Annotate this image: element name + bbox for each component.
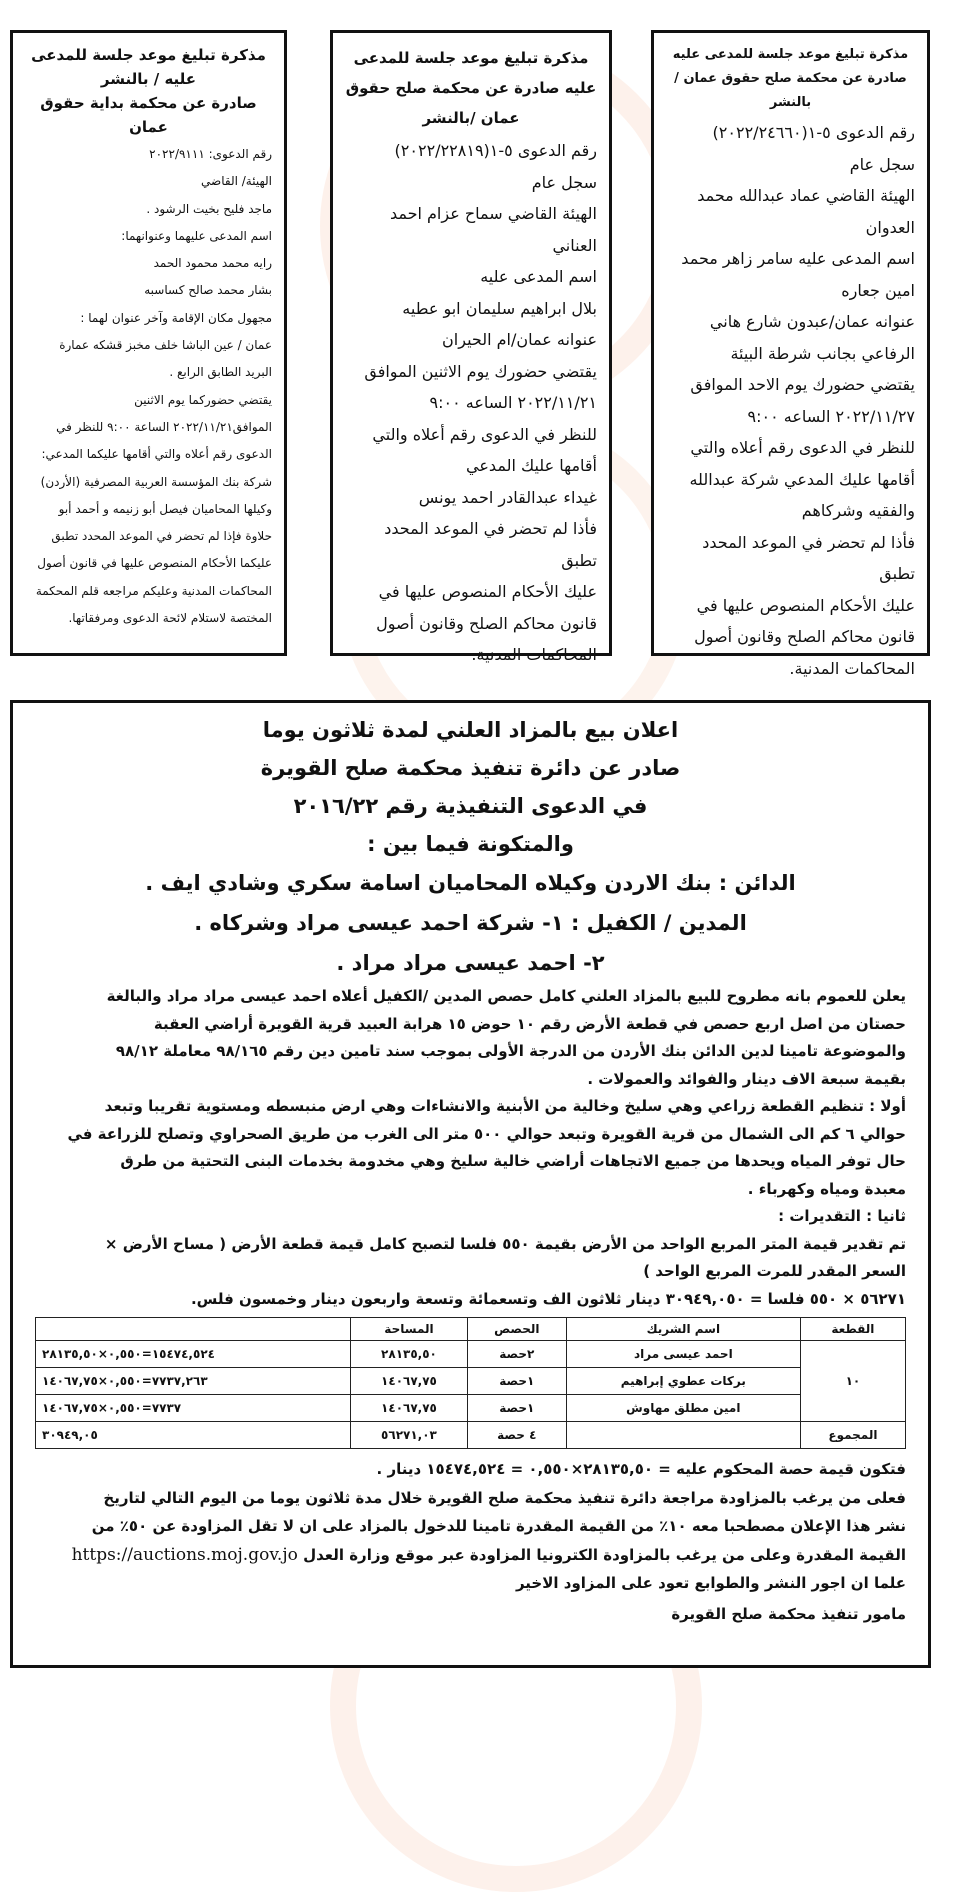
auction-footer-text: القيمة المقدرة وعلى من يرغب بالمزاودة الكترونيا المزاودة عبر موقع وزارة العدل [303, 1545, 906, 1564]
notice-line: فأذا لم تحضر في الموعد المحدد تطبق [384, 519, 597, 570]
notice-line: قانون محاكم الصلح وقانون أصول [694, 627, 915, 646]
notice-line: يقتضي حضورك يوم الاحد الموافق [690, 375, 915, 394]
table-row [36, 1341, 906, 1368]
notice-body [345, 135, 597, 671]
calc-cell: ١٥٤٧٤,٥٢٤=٠,٥٥٠×٢٨١٣٥,٥٠ [36, 1341, 351, 1368]
auction-body-line: ٥٦٢٧١ × ٥٥٠ فلسا = ٣٠٩٤٩,٠٥٠ دينار ثلاثون الف وتسعمائة وتسعة واربعون دينار وخمسون فلس. [190, 1289, 906, 1308]
notice-line: اسم المدعى عليه [480, 267, 597, 286]
notice-line: يقتضي حضورك يوم الاثنين الموافق [364, 361, 597, 381]
notice-line: سجل عام [849, 154, 915, 174]
notice-heading-line: مذكرة تبليغ موعد جلسة للمدعى [31, 46, 266, 64]
notice-heading-line: صادرة عن محكمة بداية حقوق عمان [40, 94, 257, 136]
total-label-cell: المجموع [800, 1422, 905, 1449]
parcel-cell: ١٠ [800, 1341, 905, 1422]
notice-line: المحاكمات المدنية. [789, 658, 915, 678]
shares-table [35, 1317, 906, 1449]
notice-line: الهيئة/ القاضي [201, 174, 272, 189]
notice-heading-line: عليه صادرة عن محكمة صلح حقوق [345, 79, 597, 97]
col-header-shares: الحصص [467, 1318, 566, 1341]
notice-box-right [651, 30, 930, 678]
table-row [36, 1395, 906, 1422]
col-header-area: المساحة [351, 1318, 468, 1341]
notice-line: قانون محاكم الصلح وقانون أصول [376, 613, 597, 633]
auction-url-link[interactable]: https://auctions.moj.gov.jo [71, 1544, 298, 1565]
notice-line: عليك الأحكام المنصوص عليها في [696, 595, 915, 615]
partner-cell: احمد عيسى مراد [566, 1341, 800, 1368]
auction-body-line: تم تقدير قيمة المتر المربع الواحد من الأرض بقيمة ٥٥٠ فلسا لتصبح كامل قيمة قطعة الأرض ( مساح الأرض × [104, 1234, 906, 1253]
notice-line: للنظر في الدعوى رقم أعلاه والتي [372, 424, 597, 444]
auction-body-line: حصتان من اصل اربع حصص في قطعة الأرض رقم ١٠ حوض ١٥ هرابة العبيد قرية القويرة أراضي العقبة [153, 1014, 906, 1033]
total-area-cell: ٥٦٢٧١,٠٣ [351, 1422, 468, 1449]
notice-body [666, 117, 915, 684]
area-cell: ٢٨١٣٥,٥٠ [351, 1341, 468, 1368]
notice-heading [25, 43, 272, 139]
notice-line: ٢٠٢٢/١١/٢٧ الساعه ٩:٠٠ [747, 406, 915, 426]
notice-line: امين جعاره [841, 280, 915, 300]
notice-line: رقم الدعوى: ٢٠٢٢/٩١١١ [149, 147, 272, 161]
auction-body-line: معبدة ومياه وكهرباء . [747, 1179, 906, 1198]
notice-line: سجل عام [531, 172, 597, 192]
auction-footer-line [35, 1541, 906, 1570]
auction-body [35, 983, 906, 1313]
auction-title-line: اعلان بيع بالمزاد العلني لمدة ثلاثون يوما [262, 718, 679, 742]
shares-cell: ١حصة [467, 1368, 566, 1395]
auction-footer-tail: علما ان اجور النشر والطوابع تعود على المزاود الاخير [515, 1574, 906, 1592]
notice-line: شركة بنك المؤسسة العربية المصرفية (الأردن) [40, 474, 272, 489]
notice-line: عنوانه عمان/عبدون شارع هاني [709, 312, 915, 331]
partner-cell: امين مطلق مهاوش [566, 1395, 800, 1422]
auction-title [35, 711, 906, 863]
notice-box-middle [330, 30, 612, 664]
auction-title-line: في الدعوى التنفيذية رقم ٢٠١٦/٢٢ [293, 794, 648, 818]
notice-line: رقم الدعوى ٥-١(٢٠٢٢/٢٢٨١٩) [394, 141, 597, 160]
calc-cell: ٧٧٣٧=٠,٥٥٠×١٤٠٦٧,٧٥ [36, 1395, 351, 1422]
notice-heading-line: مذكرة تبليغ موعد جلسة للمدعى عليه [672, 47, 909, 62]
notice-line: رايه محمد محمود الحمد [153, 256, 272, 271]
auction-footer-line: نشر هذا الإعلان مصطحبا معه ١٠٪ من القيمة المقدرة تامينا للدخول بالمزاد على ان لا تقل المزاودة عن ٥٠٪ من [91, 1517, 906, 1535]
notice-line: ماجد فليح بخيت الرشود . [146, 201, 272, 216]
notice-line: فأذا لم تحضر في الموعد المحدد تطبق [702, 532, 915, 583]
notice-line: وكيلها المحاميان فيصل أبو زنيمه و أحمد أبو [58, 501, 272, 516]
notice-line: المحاكمات المدنية وعليكم مراجعه قلم المحكمة [35, 583, 272, 598]
notice-line: اسم المدعى عليهما وعنوانهما: [121, 228, 272, 243]
notice-line: بشار محمد صالح كساسبه [144, 283, 272, 298]
notice-heading-line: صادرة عن محكمة صلح حقوق عمان /بالنشر [674, 71, 907, 110]
notice-heading-line: عمان /بالنشر [422, 109, 520, 127]
notice-heading [666, 43, 915, 115]
notice-line: العدوان [865, 217, 915, 237]
auction-body-line: ثانيا : التقديرات : [778, 1207, 906, 1225]
auction-signature: مامور تنفيذ محكمة صلح القويرة [671, 1604, 906, 1623]
notice-line: الهيئة القاضي عماد عبدالله محمد [697, 186, 915, 205]
table-row [36, 1368, 906, 1395]
shares-cell: ٢حصة [467, 1341, 566, 1368]
notice-heading-line: عليه / بالنشر [100, 70, 197, 88]
notice-line: العناني [552, 235, 597, 255]
notice-line: عنوانه عمان/ام الحيران [442, 330, 597, 349]
notice-line: عليك الأحكام المنصوص عليها في [378, 582, 597, 601]
auction-title-line: والمتكونة فيما بين : [367, 832, 574, 856]
notice-line: رقم الدعوى ٥-١(٢٠٢٢/٢٤٦٦٠) [712, 123, 915, 142]
notice-line: عليكما الأحكام المنصوص عليها في قانون أصول [37, 556, 272, 571]
notice-line: عمان / عين الباشا خلف مخبز قشكه عمارة [59, 338, 272, 353]
notice-line: ٢٠٢٢/١١/٢١ الساعه ٩:٠٠ [429, 393, 597, 412]
auction-body-line: أولا : تنظيم القطعة زراعي وهي سليخ وخالية من الأبنية والانشاءات وهي ارض منبسطه ومستوية تقريبا وتبعد [104, 1097, 906, 1115]
notice-line: أقامها عليك المدعي [466, 456, 597, 475]
notice-line: مجهول مكان الإقامة وآخر عنوان لهما : [80, 310, 272, 325]
auction-footer [35, 1455, 906, 1598]
area-cell: ١٤٠٦٧,٧٥ [351, 1368, 468, 1395]
total-shares-cell: ٤ حصة [467, 1422, 566, 1449]
notice-body [25, 141, 272, 632]
notice-line: حلاوة فإذا لم تحضر في الموعد المحدد تطبق [51, 529, 272, 544]
notice-heading-line: مذكرة تبليغ موعد جلسة للمدعى [353, 49, 589, 67]
notice-box-left [10, 30, 287, 656]
notice-line: المختصة لاستلام لائحة الدعوى ومرفقاتها. [68, 611, 272, 626]
auction-footer-line: فتكون قيمة حصة المحكوم عليه = ٢٨١٣٥,٥٠×٠,٥٥٠ = ١٥٤٧٤,٥٢٤ دينار . [376, 1460, 906, 1478]
area-cell: ١٤٠٦٧,٧٥ [351, 1395, 468, 1422]
notice-line: للنظر في الدعوى رقم أعلاه والتي [690, 438, 915, 457]
empty-cell [566, 1422, 800, 1449]
table-header-row [36, 1318, 906, 1341]
notice-line: يقتضي حضوركما يوم الاثنين [134, 392, 272, 407]
auction-body-line: يعلن للعموم بانه مطروح للبيع بالمزاد العلني كامل حصص المدين /الكفيل أعلاه احمد عيسى مراد مراد والبالغة [106, 987, 906, 1005]
table-total-row [36, 1422, 906, 1449]
notice-line: الموافق٢٠٢٢/١١/٢١ الساعة ٩:٠٠ للنظر في [56, 419, 272, 434]
total-calc-cell: ٣٠٩٤٩,٠٥ [36, 1422, 351, 1449]
notice-line: اسم المدعى عليه سامر زاهر محمد [681, 249, 915, 268]
shares-cell: ١حصة [467, 1395, 566, 1422]
notice-line: الهيئة القاضي سماح عزام احمد [389, 204, 597, 223]
notice-heading [345, 43, 597, 133]
col-header-partner: اسم الشريك [566, 1318, 800, 1341]
auction-title-line: صادر عن دائرة تنفيذ محكمة صلح القويرة [260, 756, 681, 780]
auction-body-line: حوالي ٦ كم الى الشمال من قرية القويرة وتبعد حوالي ٥٠٠ متر الى الغرب من طريق الصحراوي وتصلح للزراعة في [67, 1124, 906, 1143]
auction-footer-line: فعلى من يرغب بالمزاودة مراجعة دائرة تنفيذ محكمة صلح القويرة خلال مدة ثلاثون يوما من اليوم التالي لتاريخ [103, 1488, 906, 1507]
auction-body-line: حال توفر المياه ويحدها من جميع الاتجاهات أراضي خالية سليخ وهي مخدومة بخدمات البنى التحتية من طرق [120, 1152, 906, 1170]
creditor-line: الدائن : بنك الاردن وكيلاه المحاميان اسامة سكري وشادي ايف . [145, 871, 796, 895]
auction-body-line: السعر المقدر للمرت المربع الواحد ) [643, 1262, 906, 1280]
notice-line: البريد الطابق الرابع . [169, 365, 272, 380]
notice-line: والفقيه وشركاهم [801, 501, 915, 520]
notice-line: بلال ابراهيم سليمان ابو عطيه [402, 298, 597, 318]
notice-line: غيداء عبدالقادر احمد يونس [418, 487, 597, 507]
notice-line: المحاكمات المدنية. [471, 645, 597, 664]
col-header-parcel: القطعة [800, 1318, 905, 1341]
notice-line: الدعوى رقم أعلاه والتي أقامها عليكما المدعي: [41, 447, 272, 462]
notice-line: الرفاعي بجانب شرطة البيئة [730, 343, 915, 363]
notice-line: أقامها عليك المدعي شركة عبدالله [689, 469, 915, 489]
partner-cell: بركات عطوي إبراهيم [566, 1368, 800, 1395]
auction-body-line: والموضوعة تامينا لدين الدائن بنك الأردن من الدرجة الأولى بموجب سند تامين دين رقم ٩٨/١٦٥ معاملة ٩٨/١٢ [115, 1042, 906, 1060]
calc-cell: ٧٧٣٧,٢٦٣=٠,٥٥٠×١٤٠٦٧,٧٥ [36, 1368, 351, 1395]
debtor-line: المدين / الكفيل : ١- شركة احمد عيسى مراد وشركاه . [194, 911, 747, 935]
auction-body-line: بقيمة سبعة الاف دينار والفوائد والعمولات . [587, 1069, 906, 1088]
debtor-line-2: ٢- احمد عيسى مراد مراد . [336, 951, 605, 975]
col-header-calc [36, 1318, 351, 1341]
auction-announcement [10, 700, 931, 1668]
